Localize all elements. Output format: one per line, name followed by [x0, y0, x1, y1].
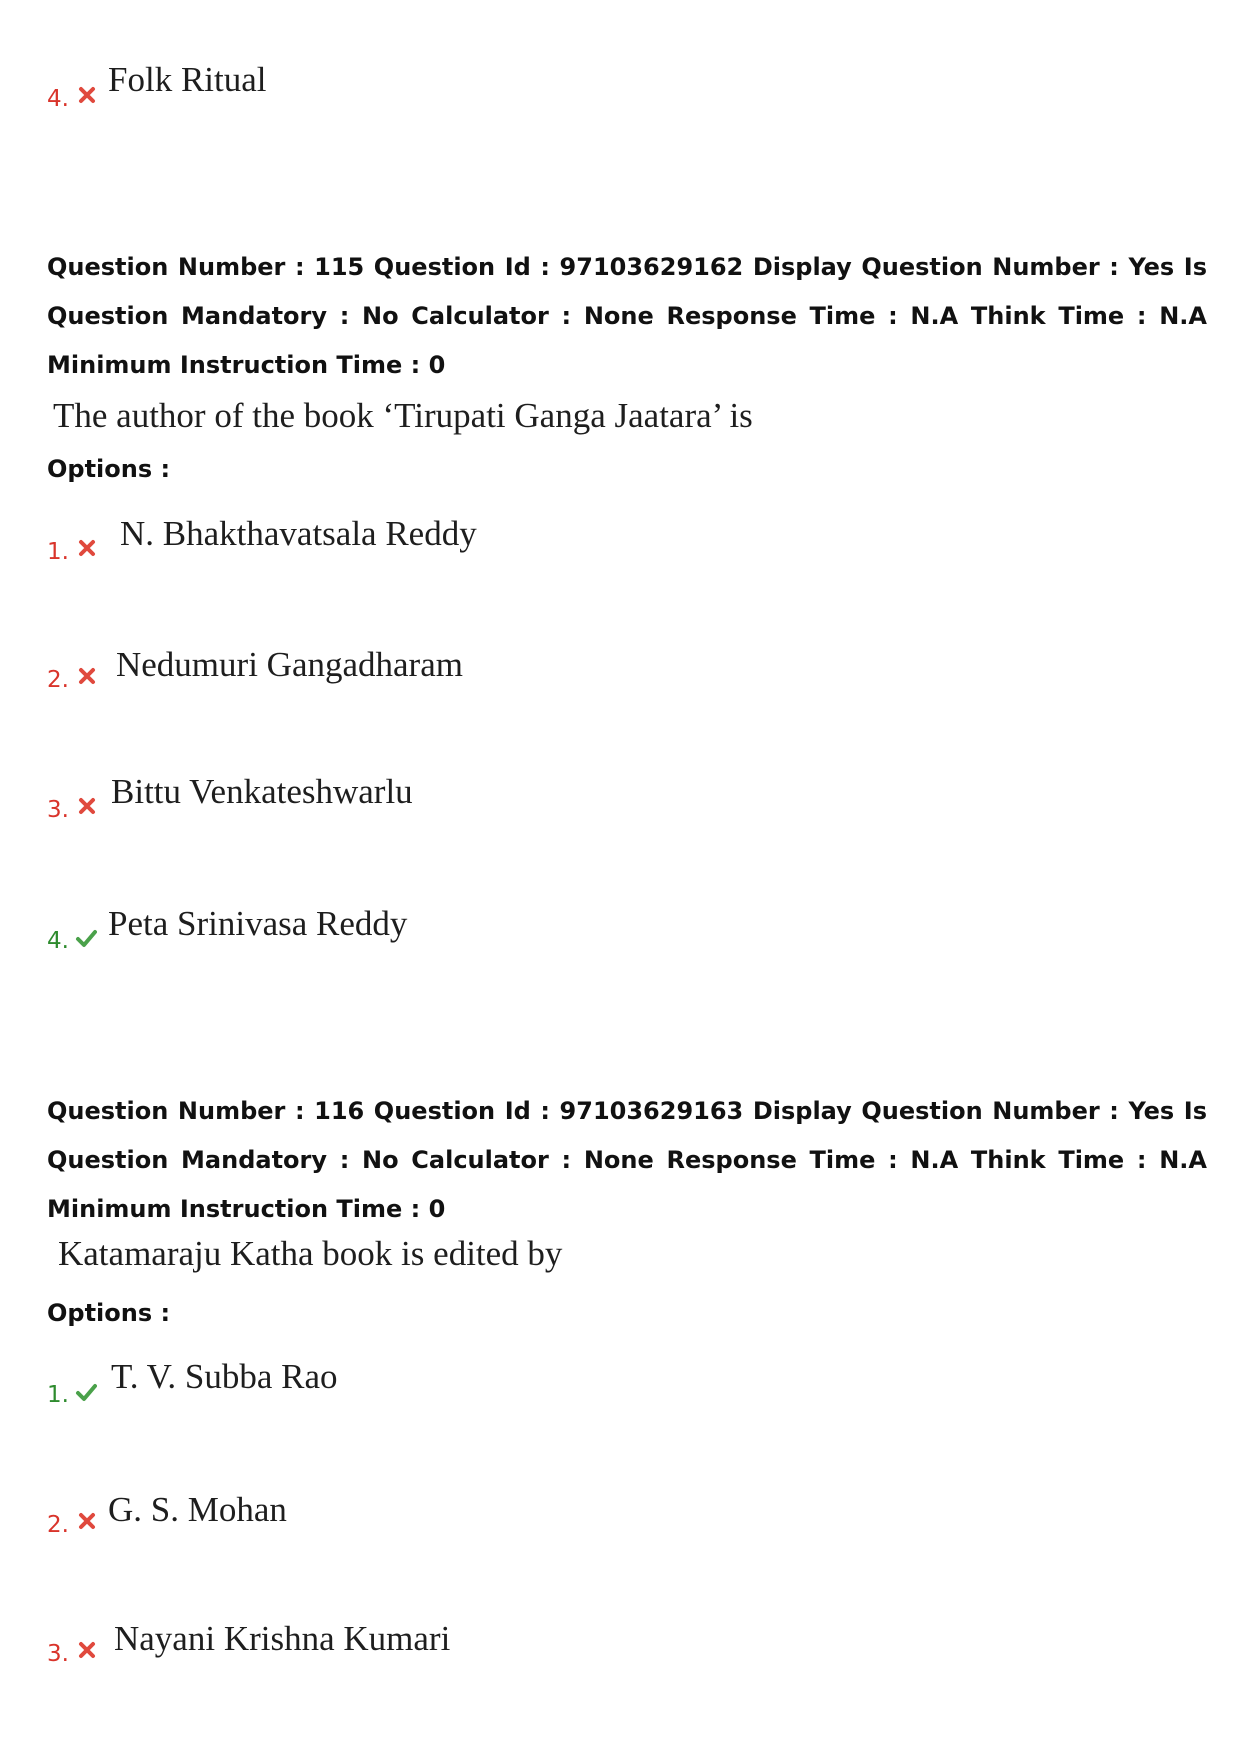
option-text: Bittu Venkateshwarlu — [111, 772, 413, 811]
options-label: Options : — [47, 455, 171, 483]
option-number: 1. — [47, 539, 69, 565]
cross-icon — [76, 1639, 98, 1661]
option-number: 2. — [47, 667, 69, 693]
question-metadata: Question Number : 116 Question Id : 97103629163 Display Question Number : Yes Is Question Mandatory : No Calculator : None Response Time : N.A Think Time : N.A Minimum Instruction Time : 0 — [47, 1097, 1207, 1223]
cross-icon — [76, 84, 98, 106]
check-icon — [75, 1381, 97, 1403]
option-text: Nayani Krishna Kumari — [114, 1619, 451, 1658]
option-number: 1. — [47, 1382, 69, 1408]
option-number: 4. — [47, 86, 69, 112]
option-number: 3. — [47, 1641, 69, 1667]
cross-icon — [76, 537, 98, 559]
check-icon — [75, 927, 97, 949]
option-text: T. V. Subba Rao — [111, 1357, 338, 1396]
cross-icon — [76, 1510, 98, 1532]
option-text: G. S. Mohan — [108, 1490, 287, 1529]
options-label: Options : — [47, 1299, 171, 1327]
cross-icon — [76, 795, 98, 817]
option-text: N. Bhakthavatsala Reddy — [120, 514, 477, 553]
question-metadata: Question Number : 115 Question Id : 97103629162 Display Question Number : Yes Is Question Mandatory : No Calculator : None Response Time : N.A Think Time : N.A Minimum Instruction Time : 0 — [47, 253, 1207, 379]
cross-icon — [76, 665, 98, 687]
question-stem: The author of the book ‘Tirupati Ganga Jaatara’ is — [53, 396, 753, 435]
option-number: 2. — [47, 1512, 69, 1538]
option-text: Folk Ritual — [108, 60, 267, 99]
option-text: Peta Srinivasa Reddy — [108, 904, 408, 943]
option-text: Nedumuri Gangadharam — [116, 645, 463, 684]
question-stem: Katamaraju Katha book is edited by — [58, 1234, 563, 1273]
option-number: 4. — [47, 928, 69, 954]
option-number: 3. — [47, 797, 69, 823]
